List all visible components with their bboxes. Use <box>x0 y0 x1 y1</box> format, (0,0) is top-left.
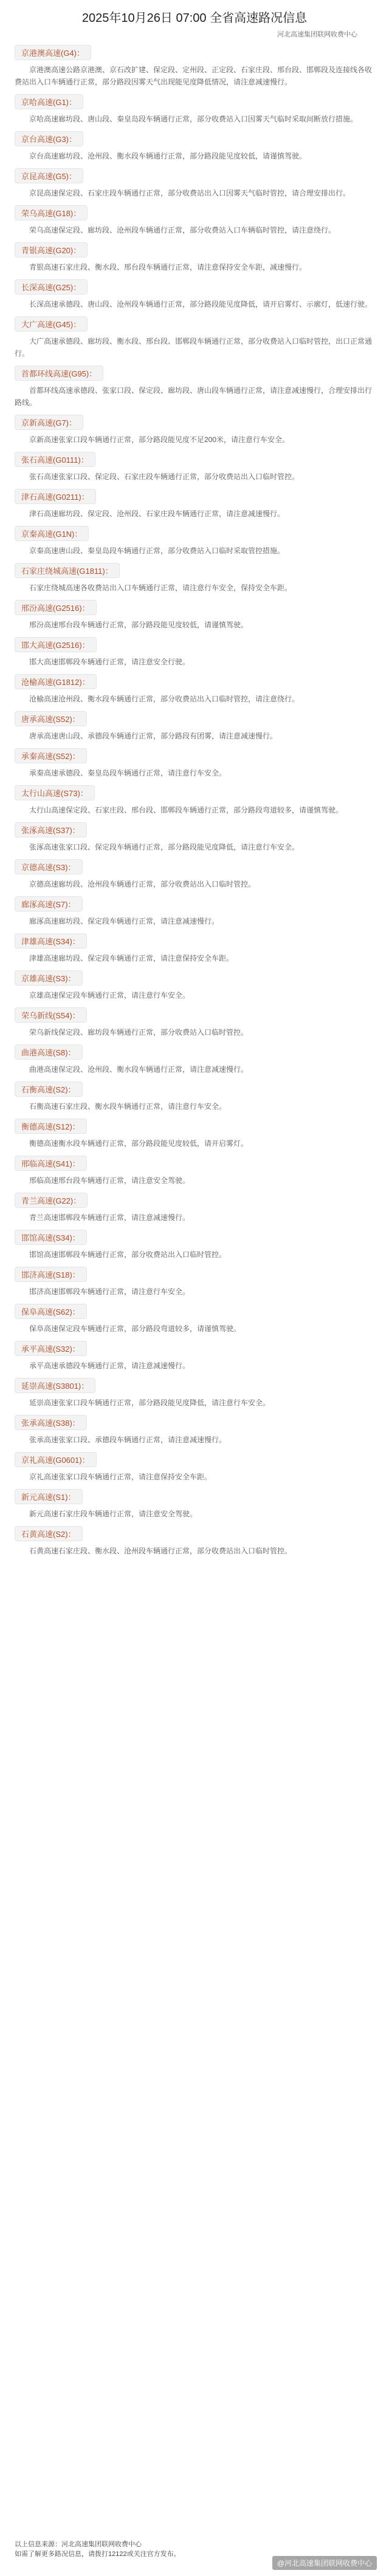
watermark: @河北高速集团联网收费中心 <box>272 2556 377 2570</box>
road-section <box>15 1452 374 1483</box>
road-section <box>15 168 374 199</box>
road-section <box>15 452 374 483</box>
road-section-title: 荣乌高速(G18)： <box>15 205 88 220</box>
road-section <box>15 1489 374 1520</box>
road-section <box>15 316 374 359</box>
road-section-text: 京德高速廊坊段、沧州段车辆通行正常，部分收费站出入口临时管控。 <box>29 880 256 888</box>
road-section-text: 延崇高速张家口段车辆通行正常，部分路段能见度降低，请注意行车安全。 <box>29 1399 270 1407</box>
road-section-text: 石家庄绕城高速各收费站出入口车辆通行正常，请注意行车安全，保持安全车距。 <box>29 584 292 592</box>
road-section <box>15 785 374 816</box>
page-title: 2025年10月26日 07:00 全省高速路况信息 <box>81 12 308 25</box>
road-section-text: 邢汾高速邢台段车辆通行正常，部分路段能见度较低，请谨慎驾驶。 <box>29 621 249 629</box>
road-section <box>15 711 374 742</box>
road-section <box>15 600 374 631</box>
road-section-text: 张石高速张家口段、保定段、石家庄段车辆通行正常，部分收费站出入口临时管控。 <box>29 472 300 481</box>
road-section-text: 沧榆高速沧州段、衡水段车辆通行正常，部分收费站出入口临时管控，请注意绕行。 <box>29 695 300 703</box>
road-section <box>15 526 374 557</box>
road-section <box>15 859 374 890</box>
road-section <box>15 970 374 1001</box>
road-section <box>15 1304 374 1335</box>
road-section <box>15 1156 374 1187</box>
road-section <box>15 415 374 446</box>
road-section-title: 京秦高速(G1N)： <box>15 526 89 541</box>
road-section <box>15 1415 374 1446</box>
road-section-text: 张涿高速张家口段、保定段车辆通行正常，部分路段能见度降低，请注意行车安全。 <box>29 843 300 851</box>
road-section-title: 曲港高速(S8)： <box>15 1044 83 1060</box>
road-section <box>15 366 374 409</box>
road-section <box>15 205 374 236</box>
road-section-text: 津石高速廊坊段、保定段、沧州段、石家庄段车辆通行正常，请注意减速慢行。 <box>29 509 285 518</box>
road-section <box>15 279 374 310</box>
road-section-text: 邢临高速邢台段车辆通行正常，请注意安全驾驶。 <box>29 1176 190 1185</box>
road-section-text: 京昆高速保定段、石家庄段车辆通行正常，部分收费站出入口因雾天气临时管控，请合理安排出行。 <box>29 189 351 197</box>
road-section-title: 邯济高速(S18)： <box>15 1267 87 1282</box>
road-section <box>15 674 374 705</box>
footer <box>15 2540 181 2559</box>
road-section <box>15 489 374 520</box>
road-section-title: 首都环线高速(G95)： <box>15 366 103 381</box>
road-section-text: 京秦高速唐山段、秦皇岛段车辆通行正常，部分收费站入口临时采取管控措施。 <box>29 547 285 555</box>
road-section-title: 邢临高速(S41)： <box>15 1156 87 1171</box>
road-section-text: 曲港高速保定段、沧州段、衡水段车辆通行正常，请注意减速慢行。 <box>29 1065 249 1074</box>
road-section-title: 邯大高速(G2516)： <box>15 637 97 652</box>
road-section <box>15 242 374 273</box>
road-section-text: 保阜高速保定段车辆通行正常，部分路段弯道较多，请谨慎驾驶。 <box>29 1324 241 1333</box>
road-section <box>15 1082 374 1113</box>
road-section <box>15 1230 374 1261</box>
road-section <box>15 1378 374 1409</box>
road-section-title: 津石高速(G0211)： <box>15 489 96 504</box>
road-section-title: 承平高速(S32)： <box>15 1341 87 1356</box>
road-section-title: 保阜高速(S62)： <box>15 1304 87 1319</box>
road-section <box>15 1119 374 1150</box>
road-section <box>15 1193 374 1224</box>
road-section-title: 青银高速(G20)： <box>15 242 88 257</box>
road-section-title: 张承高速(S38)： <box>15 1415 87 1430</box>
road-section-text: 青兰高速邯郸段车辆通行正常，请注意减速慢行。 <box>29 1213 190 1222</box>
road-section-title: 张涿高速(S37)： <box>15 822 87 837</box>
footer-line-2: 如需了解更多路况信息，请拨打12122或关注官方发布。 <box>15 2550 181 2558</box>
road-section-title: 长深高速(G25)： <box>15 279 88 295</box>
road-section-title: 邢汾高速(G2516)： <box>15 600 97 615</box>
road-section <box>15 563 374 594</box>
road-section-text: 京雄高速保定段车辆通行正常，请注意行车安全。 <box>29 991 190 1000</box>
road-section-title: 沧榆高速(G1812)： <box>15 674 97 689</box>
road-section-text: 青银高速石家庄段、衡水段、邢台段车辆通行正常，请注意保持安全车距，减速慢行。 <box>29 263 307 271</box>
road-section-text: 津雄高速廊坊段、保定段车辆通行正常，请注意保持安全车距。 <box>29 954 234 963</box>
road-section-title: 张石高速(G0111)： <box>15 452 95 467</box>
road-section-title: 京德高速(S3)： <box>15 859 83 874</box>
road-section-text: 太行山高速保定段、石家庄段、邢台段、邯郸段车辆通行正常，部分路段弯道较多，请谨慎驾驶。 <box>29 806 343 814</box>
road-section <box>15 822 374 853</box>
road-section-text: 新元高速石家庄段车辆通行正常，请注意安全驾驶。 <box>29 1510 198 1518</box>
road-section <box>15 933 374 964</box>
road-section-text: 邯大高速邯郸段车辆通行正常，请注意安全行驶。 <box>29 658 190 666</box>
road-section-text: 京台高速廊坊段、沧州段、衡水段车辆通行正常，部分路段能见度较低，请谨慎驾驶。 <box>29 152 307 160</box>
road-section-title: 廊涿高速(S7)： <box>15 896 83 911</box>
road-section-title: 京新高速(G7)： <box>15 415 83 430</box>
road-section <box>15 748 374 779</box>
road-section-text: 邯济高速邯郸段车辆通行正常，请注意行车安全。 <box>29 1287 190 1296</box>
road-section <box>15 896 374 927</box>
road-section <box>15 1341 374 1372</box>
road-section-title: 京港澳高速(G4)： <box>15 45 91 60</box>
road-section <box>15 94 374 125</box>
road-section-title: 邯馆高速(S34)： <box>15 1230 87 1245</box>
road-section-title: 荣乌新线(S54)： <box>15 1007 87 1023</box>
road-section-text: 承秦高速承德段、秦皇岛段车辆通行正常，请注意行车安全。 <box>29 769 227 777</box>
road-section-title: 延崇高速(S3801)： <box>15 1378 95 1393</box>
road-section <box>15 1526 374 1557</box>
road-section-title: 石衡高速(S2)： <box>15 1082 83 1097</box>
road-section <box>15 1267 374 1298</box>
road-section-text: 石黄高速石家庄段、衡水段、沧州段车辆通行正常，部分收费站出入口临时管控。 <box>29 1547 292 1555</box>
road-section <box>15 45 374 88</box>
road-section-text: 邯馆高速邯郸段车辆通行正常，部分收费站出入口临时管控。 <box>29 1250 227 1259</box>
road-section-text: 京礼高速张家口段车辆通行正常，请注意保持安全车距。 <box>29 1473 212 1481</box>
road-section-text: 张承高速张家口段、承德段车辆通行正常，请注意减速慢行。 <box>29 1436 227 1444</box>
road-section <box>15 637 374 668</box>
road-sections <box>0 39 389 1557</box>
road-section-title: 衡德高速(S12)： <box>15 1119 87 1134</box>
road-section-title: 津雄高速(S34)： <box>15 933 87 949</box>
road-section-title: 京哈高速(G1)： <box>15 94 83 109</box>
road-section <box>15 1007 374 1038</box>
road-section-title: 石黄高速(S2)： <box>15 1526 83 1541</box>
road-section-text: 唐承高速唐山段、承德段车辆通行正常，部分路段有团雾，请注意减速慢行。 <box>29 732 278 740</box>
road-section-title: 京昆高速(G5)： <box>15 168 83 183</box>
road-section-text: 大广高速承德段、廊坊段、衡水段、邢台段、邯郸段车辆通行正常，部分收费站入口临时管控，出口正常通行。 <box>15 337 373 358</box>
road-section-text: 荣乌高速保定段、廊坊段、沧州段车辆通行正常，部分收费站入口车辆临时管控，请注意绕行。 <box>29 226 336 234</box>
road-section-text: 衡德高速衡水段车辆通行正常，部分路段能见度较低，请开启雾灯。 <box>29 1139 249 1148</box>
footer-line-1: 以上信息来源：河北高速集团联网收费中心 <box>15 2541 142 2548</box>
road-section <box>15 131 374 162</box>
road-section-title: 唐承高速(S52)： <box>15 711 87 726</box>
road-section-title: 承秦高速(S52)： <box>15 748 87 763</box>
road-section-title: 太行山高速(S73)： <box>15 785 95 800</box>
road-section-title: 京台高速(G3)： <box>15 131 83 146</box>
road-section-text: 石衡高速石家庄段、衡水段车辆通行正常，请注意行车安全。 <box>29 1102 227 1111</box>
source-label: 河北高速集团联网收费中心 <box>277 31 357 38</box>
road-section-text: 首都环线高速承德段、张家口段、保定段、廊坊段、唐山段车辆通行正常，请注意减速慢行，合理安排出行路线。 <box>15 386 373 407</box>
road-section-text: 荣乌新线保定段、廊坊段车辆通行正常，部分收费站入口临时管控。 <box>29 1028 249 1037</box>
road-section-title: 大广高速(G45)： <box>15 316 88 332</box>
road-section-text: 承平高速承德段车辆通行正常，请注意减速慢行。 <box>29 1361 190 1370</box>
road-section-title: 京雄高速(S3)： <box>15 970 83 986</box>
road-section-title: 青兰高速(G22)： <box>15 1193 88 1208</box>
road-section-text: 京港澳高速公路京港澳、京石改扩建、保定段、定州段、正定段、石家庄段、邢台段、邯郸段及连接线各收费站出入口车辆通行正常，部分路段因雾天气出现能见度降低情况，请注意减速慢行。 <box>15 66 373 86</box>
road-section-title: 石家庄绕城高速(G1811)： <box>15 563 120 578</box>
road-section-text: 长深高速承德段、唐山段、沧州段车辆通行正常，部分路段能见度降低，请开启雾灯、示廓灯，低速行驶。 <box>29 300 373 308</box>
road-section-title: 京礼高速(G0601)： <box>15 1452 97 1467</box>
road-section-title: 新元高速(S1)： <box>15 1489 83 1504</box>
road-section-text: 京哈高速廊坊段、唐山段、秦皇岛段车辆通行正常，部分收费站入口因雾天气临时采取间断放行措施。 <box>29 115 358 123</box>
road-section-text: 京新高速张家口段车辆通行正常，部分路段能见度不足200米，请注意行车安全。 <box>29 435 290 444</box>
road-section <box>15 1044 374 1075</box>
road-section-text: 廊涿高速廊坊段、保定段车辆通行正常，请注意减速慢行。 <box>29 917 219 925</box>
